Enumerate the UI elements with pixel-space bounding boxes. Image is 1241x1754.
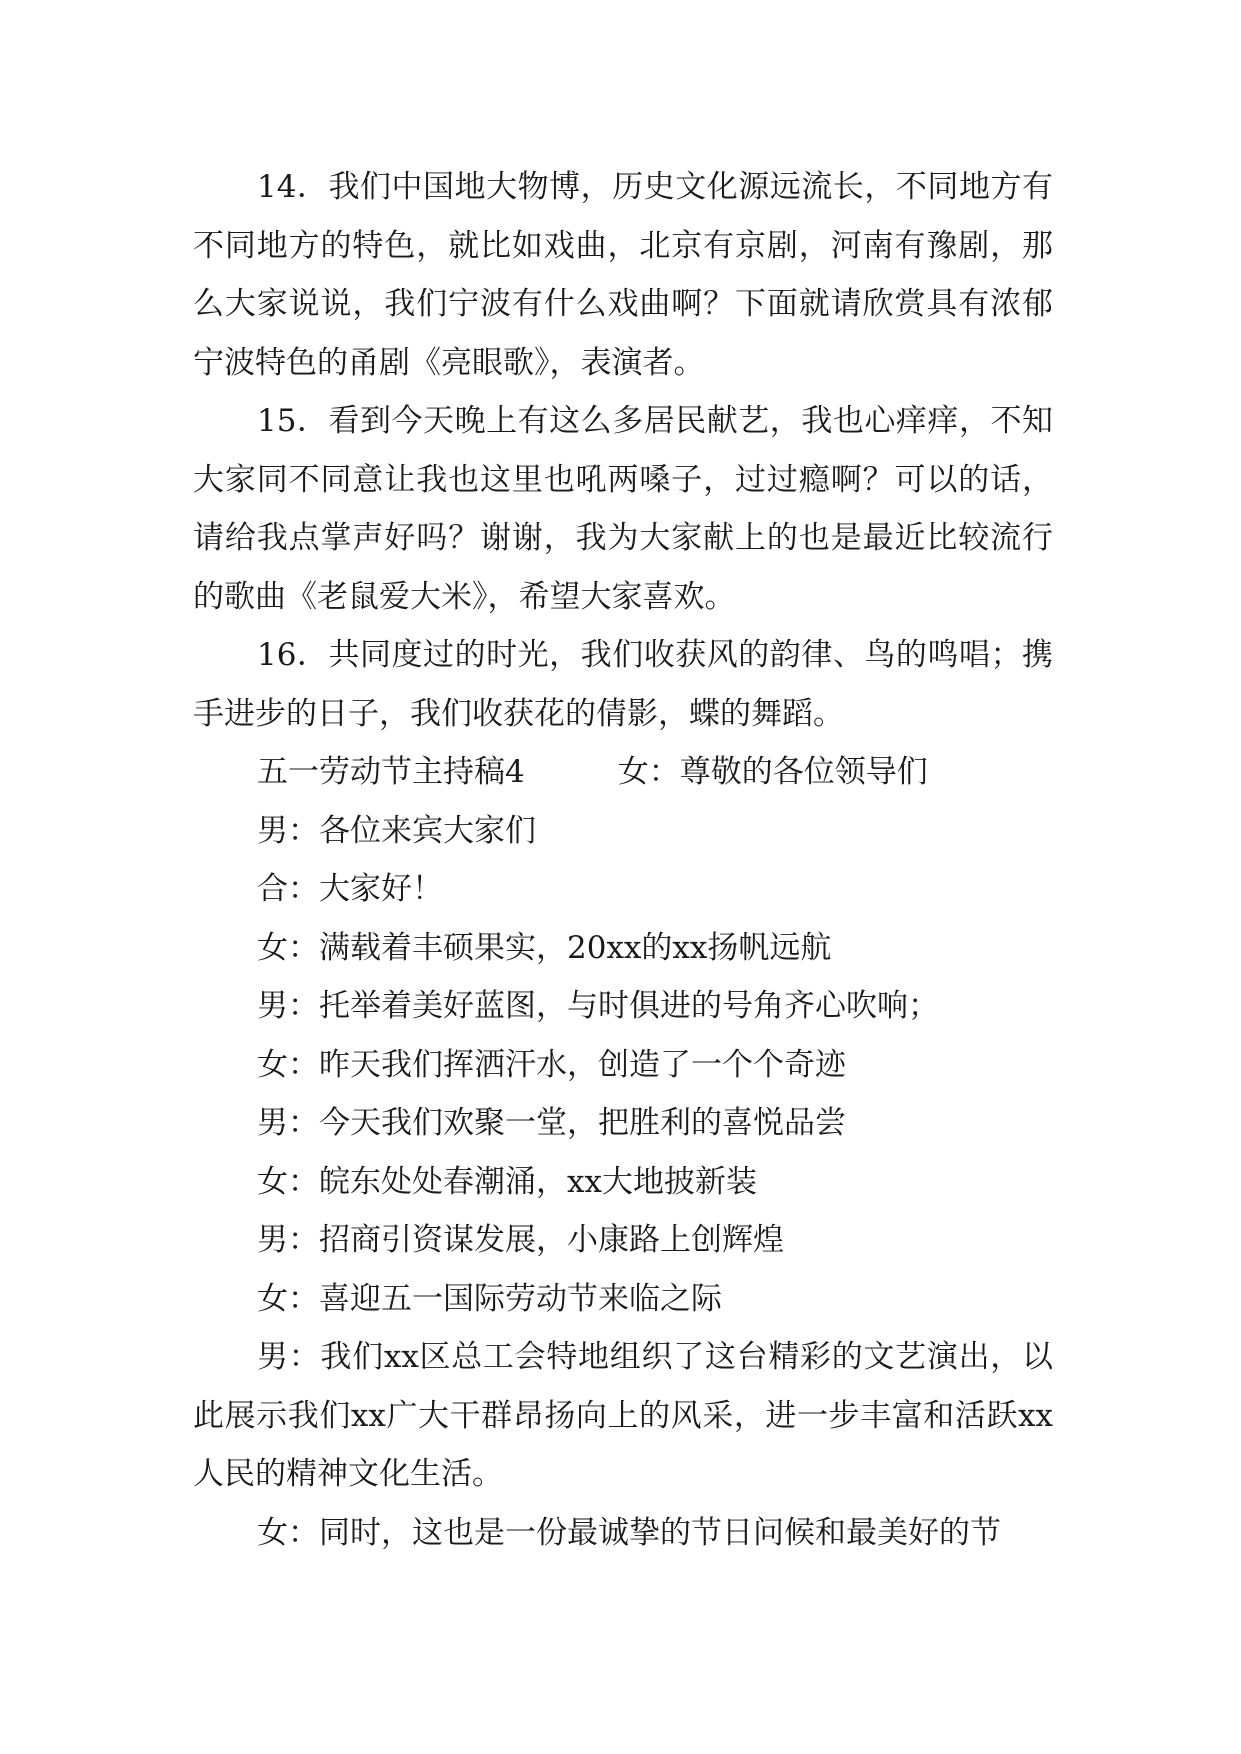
paragraph-16: 16．共同度过的时光，我们收获风的韵律、鸟的鸣唱；携手进步的日子，我们收获花的倩影，蝶的舞蹈。	[193, 637, 1053, 732]
dialogue-line: 男：各位来宾大家们	[257, 812, 536, 849]
paragraph-14: 14．我们中国地大物博，历史文化源远流长，不同地方有不同地方的特色，就比如戏曲，北京有京剧，河南有豫剧，那么大家说说，我们宁波有什么戏曲啊？下面就请欣赏具有浓郁宁波特色的甬剧《亮眼歌》，表演者。	[193, 169, 1053, 381]
paragraph-15: 15．看到今天晚上有这么多居民献艺，我也心痒痒，不知大家同不同意让我也这里也吼两嗓子，过过瘾啊？可以的话，请给我点掌声好吗？谢谢，我为大家献上的也是最近比较流行的歌曲《老鼠爱大米》，希望大家喜欢。	[193, 403, 1053, 615]
dialogue-line: 男：招商引资谋发展，小康路上创辉煌	[257, 1222, 784, 1258]
document-body	[193, 158, 1053, 1562]
dialogue-paragraph: 男：我们xx区总工会特地组织了这台精彩的文艺演出，以此展示我们xx广大干群昂扬向上的风采，进一步丰富和活跃xx人民的精神文化生活。	[193, 1339, 1053, 1492]
dialogue-line: 女：满载着丰硕果实，20xx的xx扬帆远航	[257, 929, 832, 966]
dialogue-line: 女：喜迎五一国际劳动节来临之际	[257, 1280, 722, 1317]
dialogue-line: 女：皖东处处春潮涌，xx大地披新装	[257, 1163, 757, 1200]
script-heading-line: 五一劳动节主持稿4 女：尊敬的各位领导们	[257, 754, 928, 790]
dialogue-line: 女：同时，这也是一份最诚挚的节日问候和最美好的节	[257, 1514, 1001, 1551]
dialogue-line: 男：今天我们欢聚一堂，把胜利的喜悦品尝	[257, 1105, 846, 1141]
dialogue-line: 合：大家好！	[257, 871, 443, 907]
dialogue-line: 男：托举着美好蓝图，与时俱进的号角齐心吹响；	[257, 988, 939, 1024]
dialogue-line: 女：昨天我们挥洒汗水，创造了一个个奇迹	[257, 1046, 846, 1083]
